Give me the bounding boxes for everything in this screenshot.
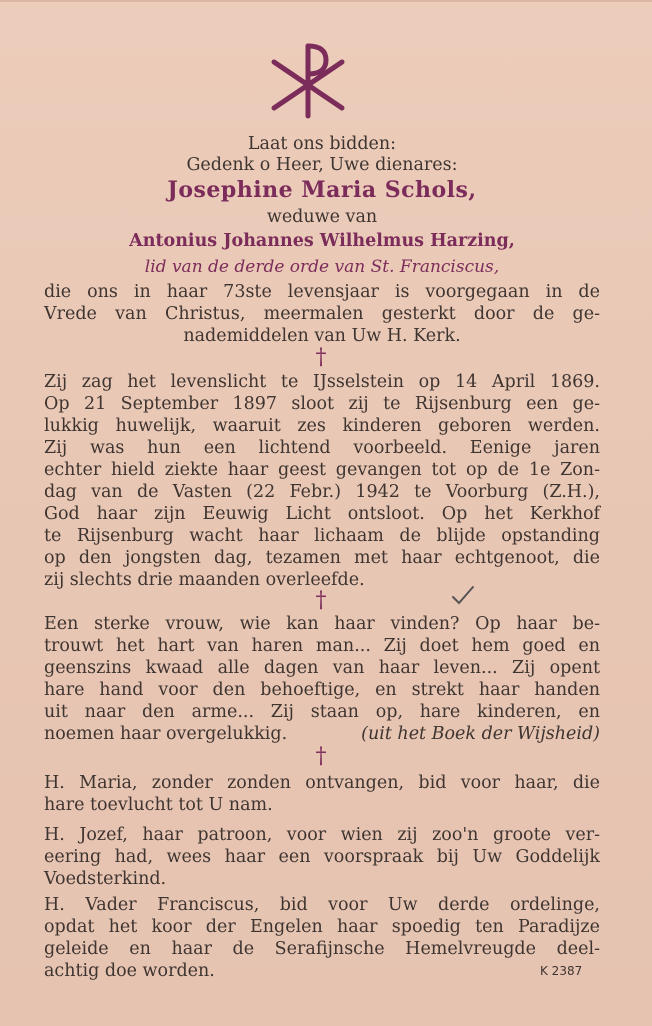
husband-name: Antonius Johannes Wilhelmus Harzing, <box>129 231 515 251</box>
text-line: trouwt het hart van haren man... Zij doet hem goed en <box>44 636 600 656</box>
text-line: Zij was hun een lichtend voorbeeld. Eenige jaren <box>44 438 600 458</box>
text-line: zij slechts drie maanden overleefde. <box>44 570 365 590</box>
text-line: echter hield ziekte haar geest gevangen tot op de 1e Zon- <box>44 460 600 480</box>
invocation-franciscus <box>44 894 600 982</box>
print-code: K 2387 <box>540 964 583 978</box>
order-line: lid van de derde orde van St. Franciscus, <box>144 257 500 277</box>
invocation-jozef <box>44 824 600 890</box>
text-line: God haar zijn Eeuwig Licht ontsloot. Op het Kerkhof <box>44 504 600 524</box>
text-line: H. Jozef, haar patroon, voor wien zij zoo'n groote ver- <box>44 825 600 845</box>
proverb-source: (uit het Boek der Wijsheid) <box>361 724 600 744</box>
text-line: te Rijsenburg wacht haar lichaam de blijde opstanding <box>44 526 600 546</box>
check-mark-icon <box>450 585 476 605</box>
text-line: geenszins kwaad alle dagen van haar leven... Zij opent <box>44 658 600 678</box>
deceased-name: Josephine Maria Schols, <box>167 177 477 203</box>
text-line: Zij zag het levenslicht te IJsselstein op 14 April 1869. <box>44 372 600 392</box>
text-line: lukkig huwelijk, waaruit zes kinderen geboren werden. <box>44 416 600 436</box>
cross-icon: † <box>315 588 327 613</box>
text-line <box>44 723 600 745</box>
chi-rho-icon <box>268 38 348 122</box>
cross-icon: † <box>315 744 327 769</box>
text-line: Een sterke vrouw, wie kan haar vinden? Op haar be- <box>44 614 600 634</box>
proverb-paragraph <box>44 613 600 745</box>
text-line: H. Maria, zonder zonden ontvangen, bid voor haar, die <box>44 773 600 793</box>
text-line: uit naar den arme... Zij staan op, hare kinderen, en <box>44 702 600 722</box>
intro-paragraph <box>44 281 600 347</box>
text-line: hare hand voor den behoeftige, en strekt haar handen <box>44 680 600 700</box>
text-line: hare toevlucht tot U nam. <box>44 795 273 815</box>
opening-line: Laat ons bidden: <box>247 134 397 154</box>
text-line: achtig doe worden. <box>44 961 215 981</box>
gedenk-line: Gedenk o Heer, Uwe dienares: <box>186 155 458 175</box>
text-line: Op 21 September 1897 sloot zij te Rijsenburg een ge- <box>44 394 600 414</box>
life-paragraph <box>44 371 600 591</box>
text-line: op den jongsten dag, tezamen met haar echtgenoot, die <box>44 548 600 568</box>
invocation-maria <box>44 772 600 816</box>
text-line: Vrede van Christus, meermalen gesterkt door de ge- <box>44 304 600 324</box>
text-line: dag van de Vasten (22 Febr.) 1942 te Voorburg (Z.H.), <box>44 482 600 502</box>
text-line: nademiddelen van Uw H. Kerk. <box>183 326 461 346</box>
text-line: geleide en haar de Serafijnsche Hemelvreugde deel- <box>44 939 600 959</box>
text-line: die ons in haar 73ste levensjaar is voorgegaan in de <box>44 282 600 302</box>
text-line: eering had, wees haar een voorspraak bij Uw Goddelijk <box>44 847 600 867</box>
text-line: H. Vader Franciscus, bid voor Uw derde ordelinge, <box>44 895 600 915</box>
text-line: Voedsterkind. <box>44 869 167 889</box>
cross-icon: † <box>315 345 327 370</box>
text-line: opdat het koor der Engelen haar spoedig ten Paradijze <box>44 917 600 937</box>
proverb-last-line: noemen haar overgelukkig. <box>44 724 288 744</box>
weduwe-line: weduwe van <box>266 207 378 227</box>
